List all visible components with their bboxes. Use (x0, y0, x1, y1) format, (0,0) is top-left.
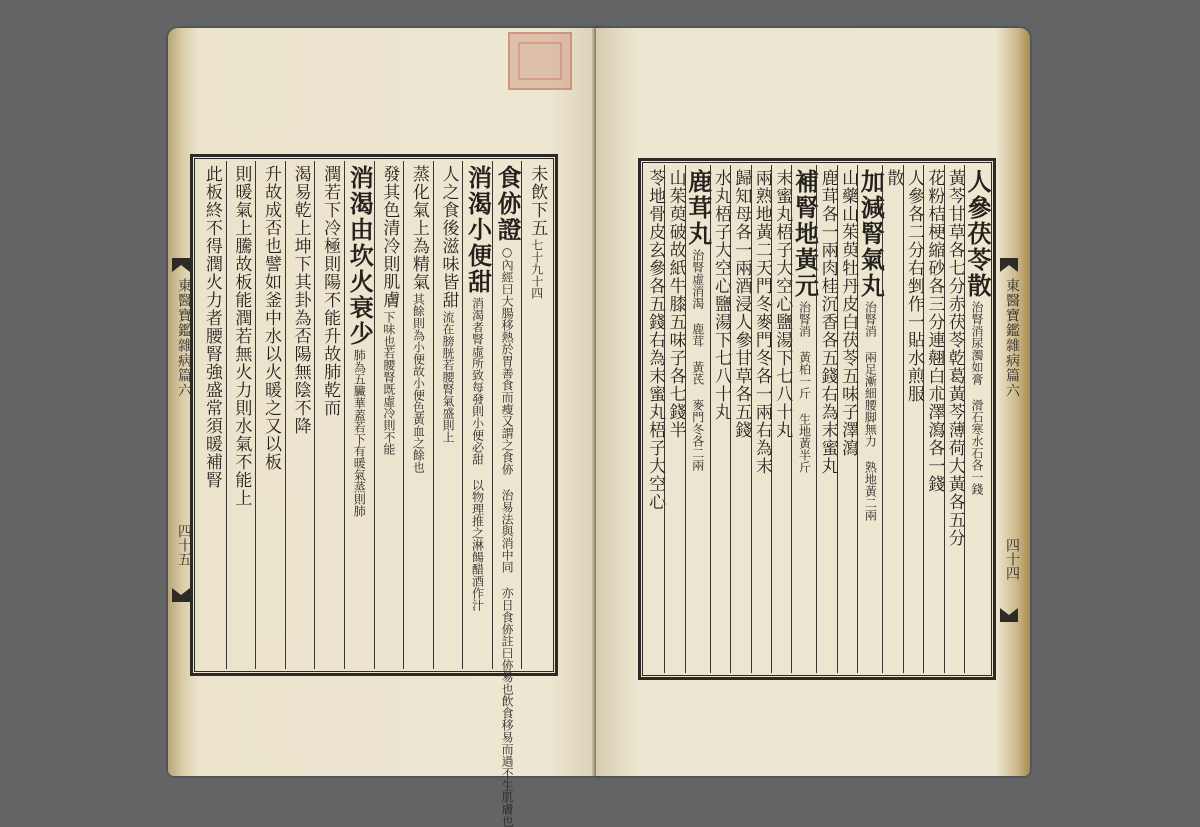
body-text: 潤若下冷極則陽不能升故肺乾而 (320, 165, 341, 417)
annotation-text: 治腎消 黃柏一斤 生地黃半斤 (797, 301, 812, 473)
text-column (255, 161, 285, 669)
right-text-frame (638, 158, 996, 680)
text-column (521, 161, 551, 669)
right-folio: 四十四 (1004, 538, 1020, 580)
annotation-text: 七十九十四 (529, 239, 544, 299)
text-column (403, 161, 433, 669)
section-heading: 食㑊證 (493, 165, 523, 243)
body-text: 發其色清冷則肌膚 (379, 165, 400, 309)
text-column (816, 165, 836, 673)
body-text: 歸知母各一兩酒浸人參甘草各五錢 (731, 169, 752, 439)
annotation-text: 治腎消尿濁如膏 滑石寒水石各一錢 (970, 301, 984, 495)
text-column (771, 165, 791, 673)
body-text: 人之食後滋味皆甜 (438, 165, 459, 309)
body-text: 則暖氣上騰故板能潤若無火力則水氣不能上 (231, 165, 252, 507)
text-column (314, 161, 344, 669)
body-text: 鹿茸各一兩肉桂沉香各五錢右為末蜜丸 (817, 169, 838, 475)
body-text: 未飲下五 (527, 165, 548, 237)
section-heading: 人參茯苓散 (963, 169, 992, 299)
right-columns (645, 165, 992, 673)
annotation-text: 治腎消 兩足漸細腰脚無力 熟地黃二兩 (863, 301, 878, 521)
annotation-text: ○內經曰大腸移熱於胃善食而瘦又謂之食㑊 治易法與消中同 亦日食㑊註曰㑊易也飲食移易而過不生肌膚也 (500, 245, 515, 827)
right-margin-title: 東醫寶鑑雜病篇六 (1004, 278, 1020, 398)
left-page (168, 28, 600, 827)
body-text: 升故成否也譬如釜中水以火暖之又以板 (261, 165, 281, 471)
text-column (856, 165, 886, 673)
text-column (751, 165, 771, 673)
body-text: 散 (883, 169, 904, 187)
text-column (462, 161, 492, 669)
left-folio: 四十五 (176, 524, 192, 566)
annotation-text: 治腎虛消渴 鹿茸 黃芪 麥門冬各二兩 (690, 249, 705, 471)
text-column (683, 165, 713, 673)
left-margin-title: 東醫寶鑑雜病篇六 (176, 278, 192, 398)
text-column (710, 165, 730, 673)
text-column (730, 165, 750, 673)
text-column (197, 161, 226, 669)
annotation-text: 肺為五臟華蓋若下有暖氣蒸則肺 (352, 349, 367, 517)
annotation-text: 消渴者腎虛所致每發則小便必甜 以物理推之淋餳醋酒作汁 (470, 297, 485, 611)
text-column (285, 161, 315, 669)
annotation-text: 流在膀胱若腰腎氣盛則上 (440, 311, 455, 443)
body-text: 兩熟地黃二天門冬麥門冬各一兩右為末 (751, 169, 772, 475)
text-column (837, 165, 857, 673)
body-text: 黃芩甘草各七分赤茯苓乾葛黃芩薄荷大黃各五分 (944, 169, 965, 547)
body-text: 人參各二分右剉作一貼水煎服 (903, 169, 924, 403)
text-column (374, 161, 404, 669)
left-text-frame (190, 154, 558, 827)
fish-tail-ornament (172, 588, 190, 602)
section-heading: 加減腎氣丸 (856, 169, 886, 299)
open-book (168, 28, 1030, 827)
text-column (923, 165, 943, 673)
body-text: 末蜜丸梧子大空心鹽湯下七八十丸 (772, 169, 793, 439)
body-text: 此板終不得潤火力者腰腎強盛常須暖補腎 (201, 165, 222, 489)
library-seal (508, 32, 572, 90)
text-column (790, 165, 820, 673)
section-heading: 消渴小便甜 (463, 165, 493, 295)
section-heading: 鹿茸丸 (683, 169, 713, 247)
body-text: 蒸化氣上為精氣 (408, 165, 429, 291)
annotation-text: 下味也若腰腎既虛冷則不能 (381, 311, 396, 455)
text-column (963, 165, 992, 673)
text-column (645, 165, 664, 673)
fish-tail-ornament (172, 258, 190, 272)
body-text: 山藥山茱萸牡丹皮白茯苓五味子澤瀉 (838, 169, 859, 457)
body-text: 水丸梧子大空心鹽湯下七八十丸 (710, 169, 731, 421)
text-column (882, 165, 902, 673)
text-column (492, 161, 523, 827)
text-column (433, 161, 463, 669)
section-heading: 消渴由坎火衰少 (345, 165, 375, 347)
section-heading: 補腎地黃元 (790, 169, 820, 299)
text-column (664, 165, 684, 673)
annotation-text: 其餘則為小便故小便色黃血之餘也 (411, 293, 426, 473)
body-text: 花粉桔梗縮砂各三分連翹白朮澤瀉各一錢 (924, 169, 945, 493)
body-text: 山茱萸破故紙牛膝五味子各七錢半 (665, 169, 686, 439)
left-columns (197, 161, 551, 827)
body-text: 渴易乾上坤下其卦為否陽無陰不降 (290, 165, 311, 435)
text-column (903, 165, 923, 673)
text-column (344, 161, 374, 669)
body-text: 苓地骨皮玄參各五錢右為末蜜丸梧子大空心 (645, 169, 666, 511)
text-column (944, 165, 964, 673)
text-column (226, 161, 256, 669)
